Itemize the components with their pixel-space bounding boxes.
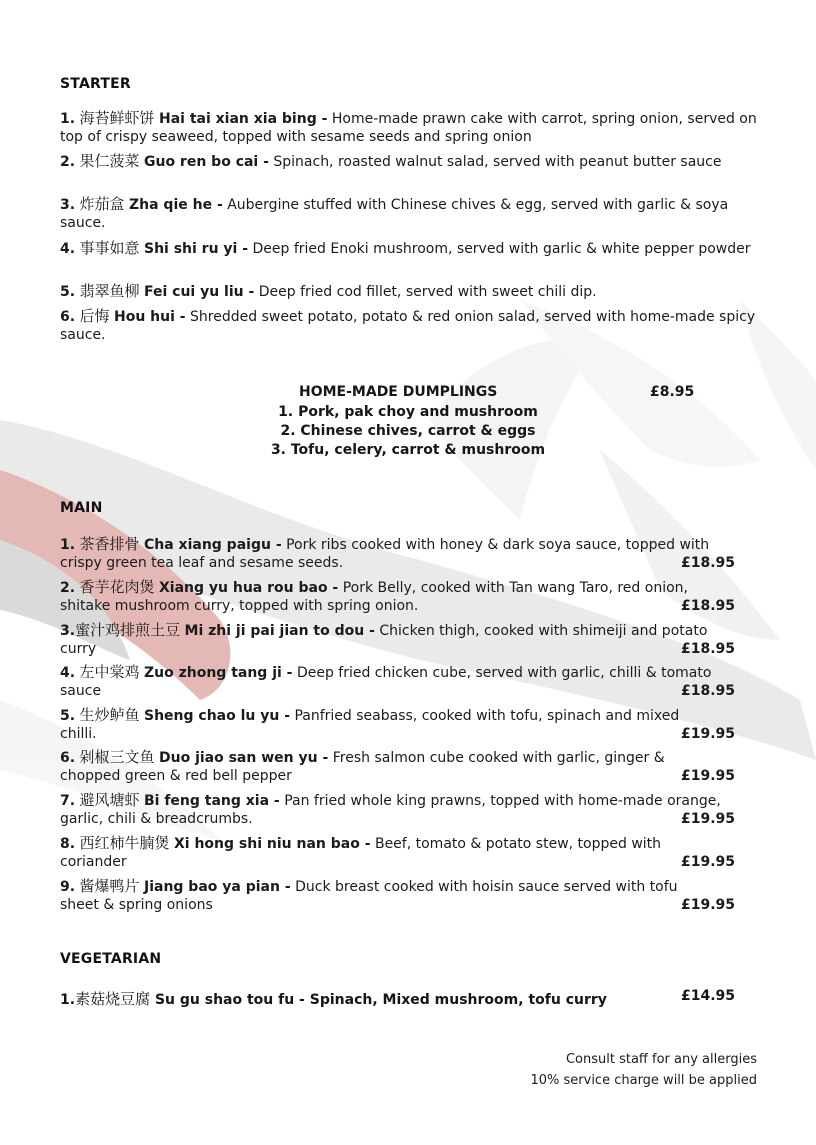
item-description: Home-made prawn cake with carrot, spring onion, served on top of crispy seaweed, topped with sesame seeds and spring onion [60, 111, 757, 145]
vegetarian-heading: VEGETARIAN [60, 951, 162, 967]
item-description: Panfried seabass, cooked with tofu, spinach and mixed [294, 708, 680, 724]
vegetarian-item [60, 988, 735, 1009]
main-item [60, 878, 760, 914]
item-description-cont: chilli. [60, 725, 97, 742]
item-description: Aubergine stuffed with Chinese chives & egg, served with garlic & soya sauce. [60, 197, 729, 231]
item-description: Pan fried whole king prawns, topped with home-made orange, [284, 793, 721, 809]
item-description: Pork Belly, cooked with Tan wang Taro, red onion, [342, 580, 688, 596]
item-pinyin-name: Jiang bao ya pian - [143, 879, 291, 895]
main-item [60, 536, 760, 572]
starter-item [60, 196, 760, 232]
main-item [60, 835, 760, 871]
dumpling-option: 3. Tofu, celery, carrot & mushroom [270, 442, 546, 458]
item-description-cont: curry [60, 640, 97, 657]
item-description-cont: coriander [60, 853, 127, 870]
starter-item [60, 308, 760, 344]
item-price: £14.95 [680, 988, 735, 1004]
item-chinese-name: 果仁菠菜 [79, 152, 140, 170]
item-price: £18.95 [680, 682, 735, 699]
item-description: Fresh salmon cube cooked with garlic, ginger & [332, 750, 665, 766]
item-number: 5. [60, 284, 76, 300]
item-description: Pork ribs cooked with honey & dark soya sauce, topped with [286, 537, 710, 553]
main-item [60, 622, 760, 658]
item-description: Shredded sweet potato, potato & red onion salad, served with home-made spicy sauce. [60, 309, 756, 343]
dumpling-option: 1. Pork, pak choy and mushroom [278, 404, 538, 420]
item-pinyin-name: Zha qie he - [128, 197, 223, 213]
main-item [60, 749, 760, 785]
item-number: 9. [60, 879, 76, 895]
item-number: 6. [60, 750, 76, 766]
dumplings-price: £8.95 [650, 384, 695, 400]
item-price: £19.95 [680, 725, 735, 742]
item-number: 2. [60, 154, 76, 170]
starter-item [60, 110, 760, 146]
item-chinese-name: 酱爆鸭片 [79, 877, 140, 895]
item-pinyin-name: Duo jiao san wen yu - [158, 750, 329, 766]
starter-heading: STARTER [60, 76, 131, 92]
item-number: 4. [60, 241, 76, 257]
item-pinyin-name: Hai tai xian xia bing - [158, 111, 328, 127]
item-chinese-name: 事事如意 [79, 239, 140, 257]
item-chinese-name: 素菇烧豆腐 [75, 990, 151, 1008]
item-description: Su gu shao tou fu - Spinach, Mixed mushroom, tofu curry [154, 992, 607, 1008]
item-number: 1. [60, 111, 76, 127]
item-number: 6. [60, 309, 76, 325]
item-pinyin-name: Cha xiang paigu - [143, 537, 282, 553]
item-number: 3. [60, 623, 76, 639]
item-pinyin-name: Xi hong shi niu nan bao - [173, 836, 371, 852]
item-description: Deep fried Enoki mushroom, served with garlic & white pepper powder [252, 241, 751, 257]
item-chinese-name: 香芋花肉煲 [79, 578, 155, 596]
item-price: £19.95 [680, 853, 735, 870]
allergy-note: Consult staff for any allergies [565, 1052, 757, 1067]
item-chinese-name: 后悔 [79, 307, 110, 325]
main-item [60, 664, 760, 700]
item-price: £19.95 [680, 896, 735, 913]
item-pinyin-name: Shi shi ru yi - [143, 241, 249, 257]
item-number: 8. [60, 836, 76, 852]
item-chinese-name: 左中棠鸡 [79, 663, 140, 681]
item-chinese-name: 茶香排骨 [79, 535, 140, 553]
item-pinyin-name: Xiang yu hua rou bao - [158, 580, 339, 596]
item-description-cont: shitake mushroom curry, topped with spring onion. [60, 597, 419, 614]
item-chinese-name: 生炒鲈鱼 [79, 706, 140, 724]
dumpling-option: 2. Chinese chives, carrot & eggs [280, 423, 536, 439]
item-description-cont: chopped green & red bell pepper [60, 767, 292, 784]
main-item [60, 707, 760, 743]
starter-item [60, 240, 760, 259]
item-pinyin-name: Guo ren bo cai - [143, 154, 269, 170]
main-item [60, 579, 760, 615]
item-chinese-name: 避风塘虾 [79, 791, 140, 809]
item-description: Chicken thigh, cooked with shimeiji and potato [379, 623, 708, 639]
service-charge-note: 10% service charge will be applied [530, 1073, 757, 1088]
main-heading: MAIN [60, 500, 103, 516]
item-chinese-name: 西红柿牛腩煲 [79, 834, 170, 852]
item-price: £18.95 [680, 597, 735, 614]
item-price: £18.95 [680, 554, 735, 571]
item-pinyin-name: Hou hui - [113, 309, 186, 325]
starter-item [60, 283, 760, 302]
item-description-cont: sheet & spring onions [60, 896, 213, 913]
item-price: £18.95 [680, 640, 735, 657]
item-chinese-name: 剁椒三文鱼 [79, 748, 155, 766]
starter-item [60, 153, 760, 172]
item-pinyin-name: Bi feng tang xia - [143, 793, 280, 809]
item-number: 7. [60, 793, 76, 809]
item-pinyin-name: Mi zhi ji pai jian to dou - [184, 623, 375, 639]
item-pinyin-name: Zuo zhong tang ji - [143, 665, 293, 681]
item-description: Spinach, roasted walnut salad, served with peanut butter sauce [273, 154, 722, 170]
item-number: 5. [60, 708, 76, 724]
item-description: Deep fried cod fillet, served with sweet chili dip. [258, 284, 597, 300]
item-number: 3. [60, 197, 76, 213]
item-number: 2. [60, 580, 76, 596]
item-pinyin-name: Fei cui yu liu - [143, 284, 255, 300]
item-chinese-name: 翡翠鱼柳 [79, 282, 140, 300]
item-description-cont: garlic, chili & breadcrumbs. [60, 810, 253, 827]
main-item [60, 792, 760, 828]
item-number: 4. [60, 665, 76, 681]
item-description: Duck breast cooked with hoisin sauce served with tofu [295, 879, 678, 895]
item-description-cont: crispy green tea leaf and sesame seeds. [60, 554, 344, 571]
item-description-cont: sauce [60, 682, 102, 699]
item-pinyin-name: Sheng chao lu yu - [143, 708, 291, 724]
item-price: £19.95 [680, 767, 735, 784]
item-number: 1. [60, 537, 76, 553]
item-chinese-name: 炸茄盒 [79, 195, 125, 213]
dumplings-heading: HOME-MADE DUMPLINGS [299, 384, 498, 400]
item-price: £19.95 [680, 810, 735, 827]
item-description: Deep fried chicken cube, served with garlic, chilli & tomato [296, 665, 712, 681]
item-description: Beef, tomato & potato stew, topped with [374, 836, 662, 852]
item-chinese-name: 蜜汁鸡排煎土豆 [75, 621, 181, 639]
item-chinese-name: 海苔鲜虾饼 [79, 109, 155, 127]
item-number: 1. [60, 992, 76, 1008]
